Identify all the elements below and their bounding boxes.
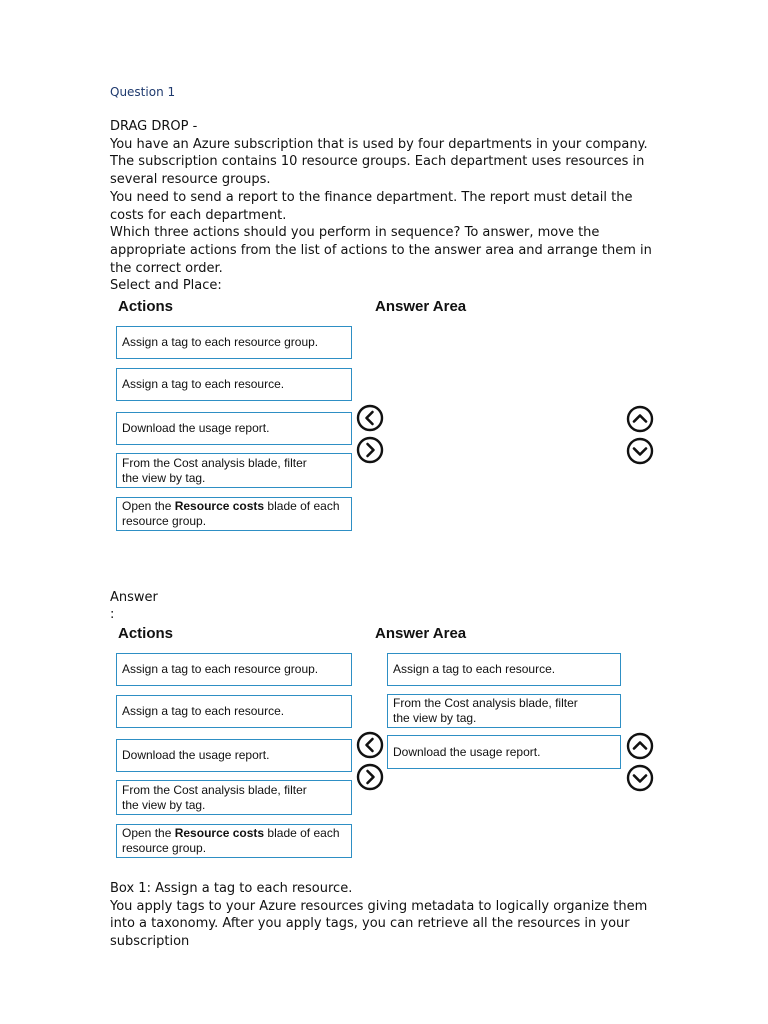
action-item[interactable] [116,326,352,359]
action-label: Download the usage report. [122,421,270,435]
answer-area-heading: Answer Area [375,298,467,315]
action-label: From the Cost analysis blade, filter the view by tag. [122,782,307,812]
chevron-right-circle-icon[interactable] [356,763,384,791]
answer-area-label: From the Cost analysis blade, filter the view by tag. [393,696,578,725]
chevron-left-circle-icon[interactable] [356,731,384,759]
chevron-up-circle-icon[interactable] [626,732,654,760]
emphasis: Resource costs [174,499,265,513]
action-label: Assign a tag to each resource. [122,704,285,718]
chevron-down-circle-icon[interactable] [626,437,654,465]
action-item[interactable] [116,497,352,531]
chevron-left-circle-icon[interactable] [356,404,384,432]
action-label: Download the usage report. [122,748,270,762]
action-label: Open the Resource costs blade of each resource group. [122,826,340,855]
actions-heading: Actions [118,625,174,642]
chevron-down-circle-icon[interactable] [626,764,654,792]
answer-area-label: Download the usage report. [393,744,541,759]
question-number: Question 1 [110,85,176,99]
question-line-3: Which three actions should you perform in sequence? To answer, move the appropriate actions from the list of actions to the answer area and arrange them in the correct order. [110,225,652,276]
actions-heading: Actions [118,298,174,315]
answer-area-label: Assign a tag to each resource. [393,662,556,676]
explanation-box1-title: Box 1: Assign a tag to each resource. [110,881,353,896]
emphasis: Resource costs [174,826,265,840]
drag-drop-answer-figure [110,625,670,865]
question-line-4: Select and Place: [110,278,222,294]
action-item[interactable] [116,695,352,728]
question-line-2: You need to send a report to the finance department. The report must detail the costs for each department. [110,189,633,223]
chevron-up-circle-icon[interactable] [626,405,654,433]
action-item[interactable] [116,780,352,815]
answer-label [110,589,158,623]
answer-area-item[interactable] [387,735,621,769]
answer-label-colon: : [110,607,115,622]
answer-label-text: Answer [110,590,158,605]
action-item[interactable] [116,453,352,488]
question-text [110,118,670,295]
chevron-right-circle-icon[interactable] [356,436,384,464]
question-line-1: You have an Azure subscription that is used by four departments in your company. The subscription contains 10 resource groups. Each department uses resources in several resource groups. [110,136,648,188]
action-label: Assign a tag to each resource. [122,377,285,391]
action-label: Assign a tag to each resource group. [122,662,319,676]
answer-area-item[interactable] [387,694,621,728]
action-item[interactable] [116,412,352,445]
drag-drop-question-figure [110,298,670,538]
action-item[interactable] [116,368,352,401]
action-item[interactable] [116,653,352,686]
explanation-box1-text: You apply tags to your Azure resources giving metadata to logically organize them into a taxonomy. After you apply tags, you can retrieve all the resources in your subscription [110,898,648,950]
action-label: Assign a tag to each resource group. [122,335,319,349]
answer-area-item[interactable] [387,653,621,686]
question-type: DRAG DROP - [110,119,198,134]
explanation [110,880,670,951]
answer-area-heading: Answer Area [375,625,467,642]
action-label: From the Cost analysis blade, filter the view by tag. [122,455,307,485]
action-item[interactable] [116,739,352,772]
action-label: Open the Resource costs blade of each resource group. [122,499,340,528]
action-item[interactable] [116,824,352,858]
